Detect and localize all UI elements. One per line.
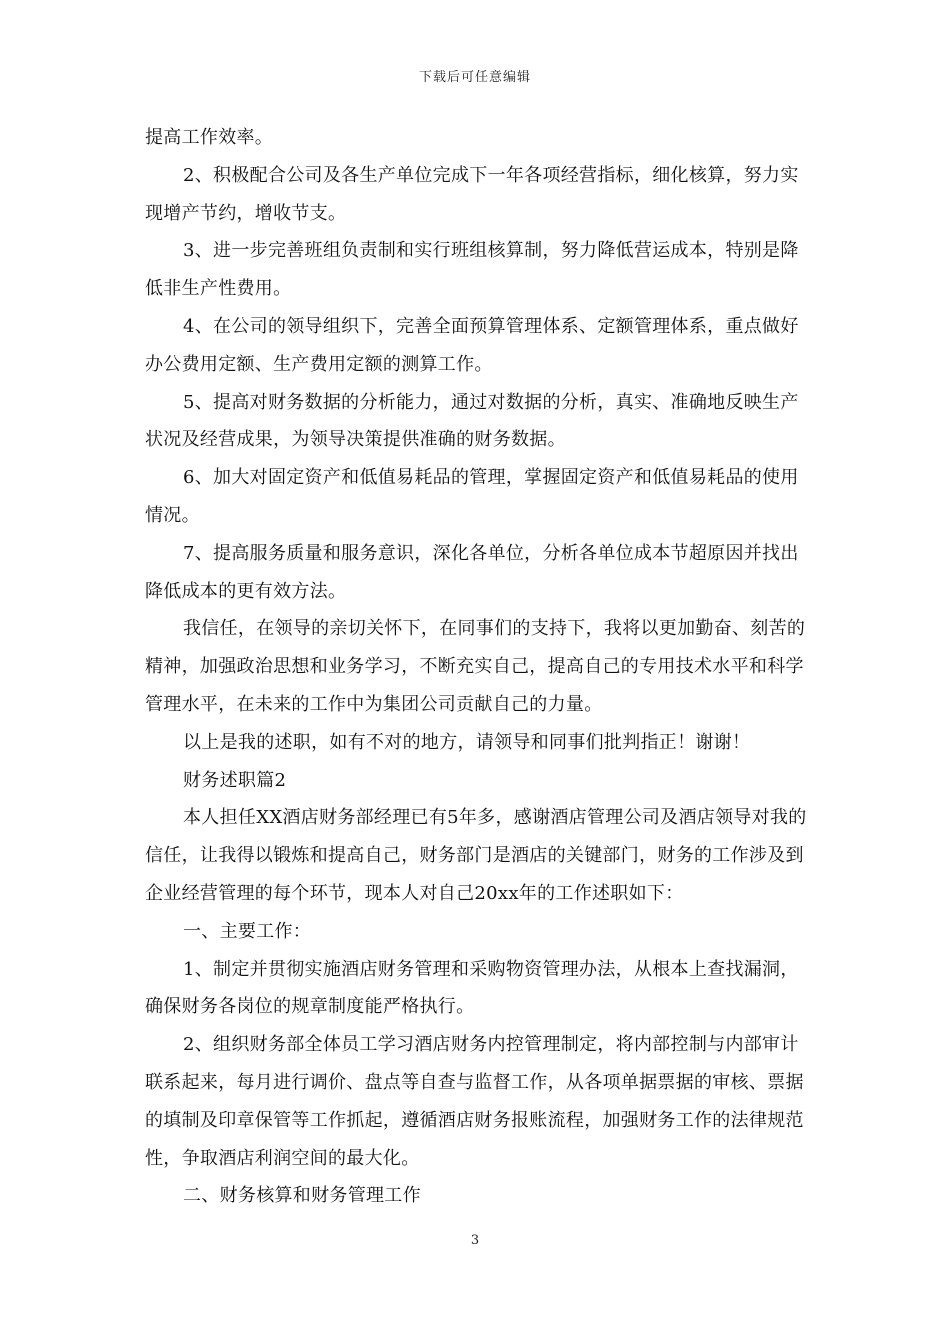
paragraph-6: 6、加大对固定资产和低值易耗品的管理，掌握固定资产和低值易耗品的使用情况。 [145,467,799,526]
paragraph-8: 我信任，在领导的亲切关怀下，在同事们的支持下，我将以更加勤奋、刻苦的精神，加强政治思想和业务学习，不断充实自己，提高自己的专用技术水平和科学管理水平，在未来的工作中为集团公司贡献自己的力量。 [145,618,806,715]
paragraph-7: 7、提高服务质量和服务意识，深化各单位，分析各单位成本节超原因并找出降低成本的更有效方法。 [145,542,799,602]
paragraph-1: 提高工作效率。 [145,127,274,148]
paragraph-4: 4、在公司的领导组织下，完善全面预算管理体系、定额管理体系，重点做好办公费用定额、生产费用定额的测算工作。 [145,315,799,375]
paragraph-12: 2、组织财务部全体员工学习酒店财务内控管理制定，将内部控制与内部审计联系起来，每月进行调价、盘点等自查与监督工作，从各项单据票据的审核、票据的填制及印章保管等工作抓起，遵循酒店财务报账流程，加强财务工作的法律规范性，争取酒店利润空间的最大化。 [145,1034,804,1169]
subheading-main-work: 一、主要工作： [183,920,312,942]
paragraph-9: 以上是我的述职，如有不对的地方，请领导和同事们批判指正！谢谢！ [183,731,751,753]
paragraph-5: 5、提高对财务数据的分析能力，通过对数据的分析，真实、准确地反映生产状况及经营成果，为领导决策提供准确的财务数据。 [145,391,799,451]
page-number: 3 [470,1233,480,1248]
page-header: 下载后可任意编辑 [418,70,531,85]
paragraph-3: 3、进一步完善班组负责制和实行班组核算制，努力降低营运成本，特别是降低非生产性费用。 [145,240,799,300]
paragraph-10: 本人担任XX酒店财务部经理已有5年多，感谢酒店管理公司及酒店领导对我的信任，让我得以锻炼和提高自己，财务部门是酒店的关键部门，财务的工作涉及到企业经营管理的每个环节，现本人对自己20xx年的工作述职如下： [145,807,807,904]
section-title: 财务述职篇2 [183,769,287,791]
subheading-accounting: 二、财务核算和财务管理工作 [183,1185,421,1207]
paragraph-2: 2、积极配合公司及各生产单位完成下一年各项经营指标，细化核算，努力实现增产节约，增收节支。 [145,164,799,224]
paragraph-11: 1、制定并贯彻实施酒店财务管理和采购物资管理办法，从根本上查找漏洞，确保财务各岗位的规章制度能严格执行。 [145,958,799,1018]
document-body [145,119,807,1215]
